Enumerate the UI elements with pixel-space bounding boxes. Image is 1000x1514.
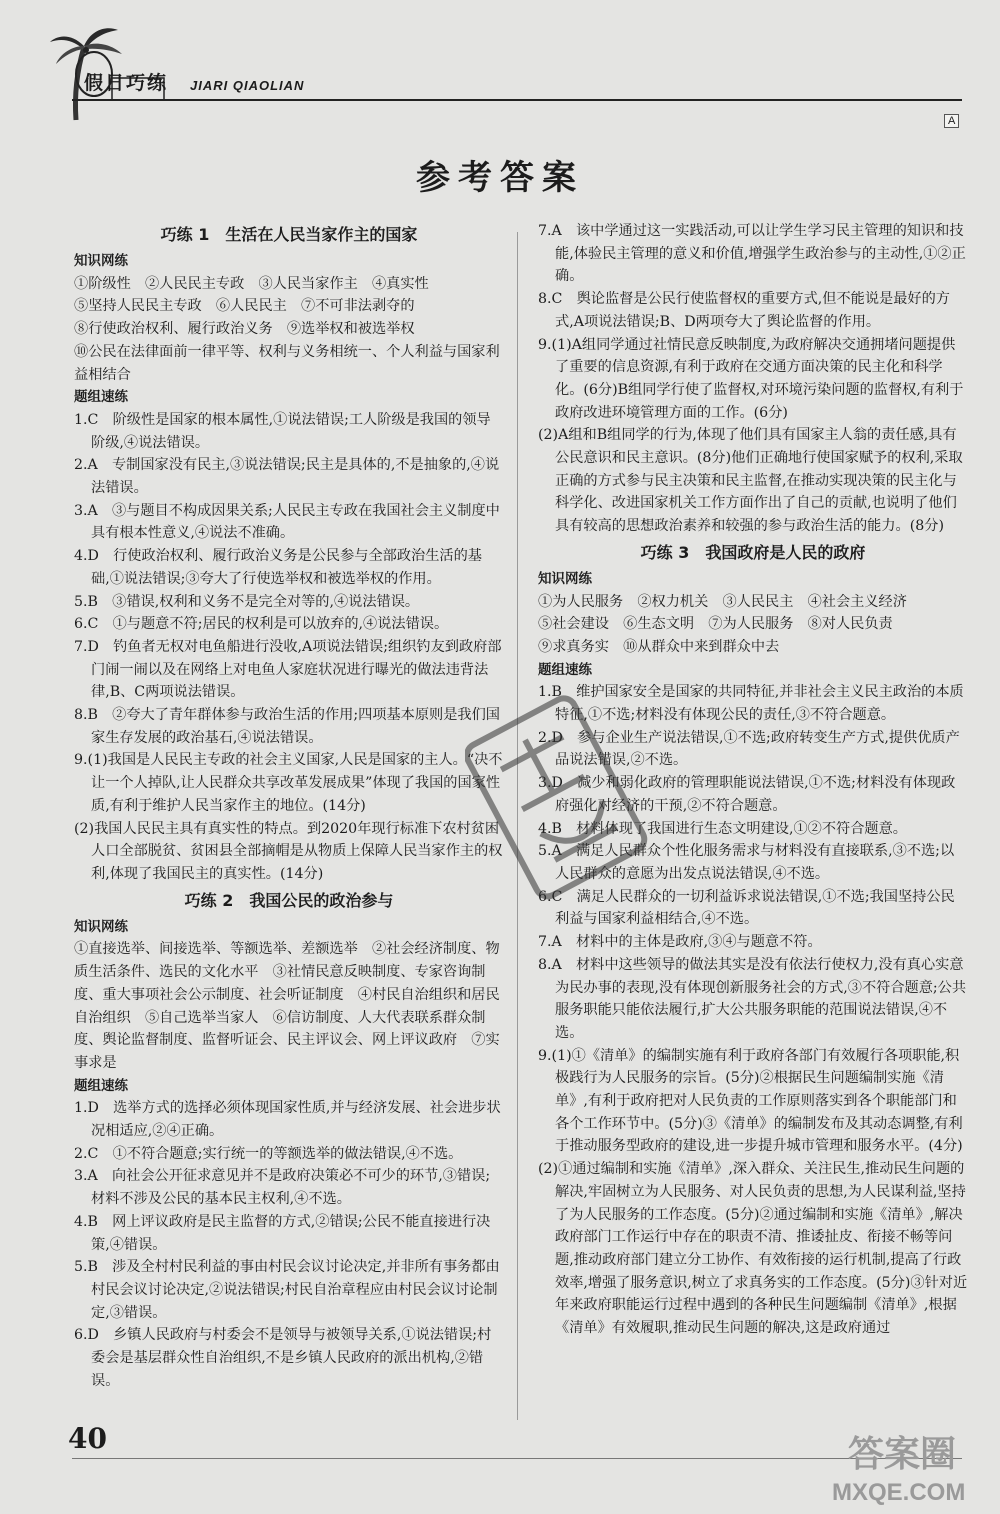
section-1-knowledge-label: 知识网练	[74, 253, 128, 269]
page-title: 参考答案	[416, 158, 584, 198]
section-2-drill-label: 题组速练	[74, 1077, 128, 1094]
section-3-answer: 2.D 参与企业生产说法错误,①不选;政府转变生产方式,提供优质产品说法错误,②不选。	[538, 729, 960, 769]
section-3-title: 巧练 3 我国政府是人民的政府	[640, 542, 866, 562]
section-3-answer: 7.A 材料中的主体是政府,③④与题意不符。	[538, 934, 822, 951]
section-1-knowledge-line: ⑧行使政治权利、履行政治义务 ⑨选举权和被选举权	[74, 321, 415, 338]
section-2-answer: 5.B 涉及全村村民利益的事由村民会议讨论决定,并非所有事务都由村民会议讨论决定,②说法错误;村民自治章程应由村民会议讨论制定,③错误。	[74, 1259, 500, 1321]
brand-english: JIARI QIAOLIAN	[190, 78, 305, 93]
section-2-title: 巧练 2 我国公民的政治参与	[184, 890, 394, 910]
section-3-answer: 6.C 满足人民群众的一切利益诉求说法错误,①不选;我国坚持公民利益与国家利益相结合,④不选。	[538, 888, 955, 928]
section-3-knowledge-line: ⑤社会建设 ⑥生态文明 ⑦为人民服务 ⑧对人民负责	[538, 616, 893, 633]
section-1-answer: 3.A ③与题目不构成因果关系;人民民主专政在我国社会主义制度中具有根本性意义,④说法不准确。	[74, 502, 500, 542]
left-column	[74, 220, 504, 1440]
section-2-answer: 1.D 选举方式的选择必须体现国家性质,并与经济发展、社会进步状况相适应,②④正确。	[74, 1100, 501, 1140]
watermark-logo-icon	[770, 1428, 985, 1506]
section-3-drill-label: 题组速练	[538, 661, 592, 678]
section-3-answer: 1.B 维护国家安全是国家的共同特征,并非社会主义民主政治的本质特征,①不选;材料没有体现公民的责任,③不符合题意。	[538, 684, 964, 724]
section-1-knowledge-line: ⑩公民在法律面前一律平等、权利与义务相统一、个人利益与国家利益相结合	[74, 343, 500, 383]
section-3-knowledge-label: 知识网练	[538, 570, 592, 587]
header-rule	[72, 99, 962, 101]
section-1-drill-label: 题组速练	[74, 389, 128, 406]
section-1-title: 巧练 1 生活在人民当家作主的国家	[160, 225, 418, 244]
section-1-answer: 1.C 阶级性是国家的根本属性,①说法错误;工人阶级是我国的领导阶级,④说法错误。	[74, 411, 491, 451]
section-1-answer: 7.D 钓鱼者无权对电鱼船进行没收,A项说法错误;组织钓友到政府部门闹一闹以及在网络上对电鱼人家庭状况进行曝光的做法违背法律,B、C两项说法错误。	[74, 638, 502, 701]
section-1-answer: 5.B ③错误,权利和义务不是完全对等的,④说法错误。	[74, 593, 420, 610]
watermark-top-text: 答案圈	[848, 1434, 957, 1475]
section-1-answer: 8.B ②夸大了青年群体参与政治生活的作用;四项基本原则是我们国家生存发展的政治基石,④说法错误。	[74, 707, 500, 746]
page-header	[0, 0, 1000, 130]
section-3-answer: 8.A 材料中这些领导的做法其实是没有依法行使权力,没有真心实意为民办事的表现,没有体现创新服务社会的方式,③不符合题意;公共服务职能只能依法履行,扩大公共服务职能的范围说法错误,④不选。	[538, 956, 967, 1041]
section-2-answer: 9.(1)A组同学通过社情民意反映制度,为政府解决交通拥堵问题提供了重要的信息资源,有利于政府在交通方面决策的民主化和科学化。(6分)B组同学行使了监督权,对环境污染问题的监督权,有利于政府改进环境管理方面的工作。(6分)	[538, 336, 964, 421]
section-2-knowledge-label: 知识网练	[74, 918, 128, 935]
section-3-answer: 5.A 满足人民群众个性化服务需求与材料没有直接联系,③不选;以人民群众的意愿为出发点说法错误,④不选。	[538, 843, 955, 882]
section-3-knowledge-line: ①为人民服务 ②权力机关 ③人民民主 ④社会主义经济	[538, 593, 907, 610]
section-2-answer: 6.D 乡镇人民政府与村委会不是领导与被领导关系,①说法错误;村委会是基层群众性自治组织,不是乡镇人民政府的派出机构,②错误。	[74, 1327, 492, 1389]
section-1-answer: 6.C ①与题意不符;居民的权利是可以放弃的,④说法错误。	[74, 616, 449, 633]
section-1-answer: 9.(1)我国是人民民主专政的社会主义国家,人民是国家的主人。“决不让一个人掉队,让人民群众共享改革发展成果”体现了我国的国家性质,有利于维护人民当家作主的地位。(14分)	[74, 752, 503, 814]
section-2-answer: 8.C 舆论监督是公民行使监督权的重要方式,但不能说是最好的方式,A项说法错误;B、D两项夸大了舆论监督的作用。	[538, 291, 950, 330]
section-3-answer: 3.D 减少和弱化政府的管理职能说法错误,①不选;材料没有体现政府强化对经济的干预,②不符合题意。	[538, 775, 956, 814]
section-2-answer: (2)A组和B组同学的行为,体现了他们具有国家主人翁的责任感,具有公民意识和民主意识。(8分)他们正确地行使国家赋予的权利,采取正确的方式参与民主决策和民主监督,在推动实现决策的民主化与科学化、改进国家机关工作方面作出了自己的贡献,也说明了他们具有较高的思想政治素养和较强的参与政治生活的能力。(8分)	[538, 427, 963, 535]
section-3-answer: 4.B 材料体现了我国进行生态文明建设,①②不符合题意。	[538, 820, 907, 837]
brand-chinese: 假日巧练	[84, 72, 169, 94]
section-1-answer: 4.D 行使政治权利、履行政治义务是公民参与全部政治生活的基础,①说法错误;③夸大了行使选举权和被选举权的作用。	[74, 548, 482, 587]
section-3-answer: (2)①通过编制和实施《清单》,深入群众、关注民生,推动民生问题的解决,牢固树立为人民服务、对人民负责的思想,为人民谋利益,坚持了为人民服务的工作态度。(5分)②通过编制和实施《清单》,解决政府部门工作运行中存在的职责不清、推诿扯皮、衔接不畅等问题,推动政府部门建立分工协作、有效衔接的运行机制,提高了行政效率,增强了服务意识,树立了求真务实的工作态度。(5分)③针对近年来政府职能运行过程中遇到的各种民生问题编制《清单》,根据《清单》有效履职,推动民生问题的解决,这是政府通过	[538, 1161, 968, 1337]
section-3-answer: 9.(1)①《清单》的编制实施有利于政府各部门有效履行各项职能,积极践行为人民服务的宗旨。(5分)②根据民生问题编制实施《清单》,有利于政府把对人民负责的工作原则落实到各个职能部门和各个工作环节中。(5分)③《清单》的编制发布及其动态调整,有利于推动服务型政府的建设,进一步提升城市管理和服务水平。(4分)	[538, 1047, 963, 1155]
section-1-knowledge-line: ①阶级性 ②人民民主专政 ③人民当家作主 ④真实性	[74, 275, 429, 292]
section-3-knowledge-line: ⑨求真务实 ⑩从群众中来到群众中去	[538, 638, 780, 655]
section-1-answer: (2)我国人民民主具有真实性的特点。到2020年现行标准下农村贫困人口全部脱贫、贫困县全部摘帽是从物质上保障人民当家作主的权利,体现了我国民主的真实性。(14分)	[74, 820, 503, 882]
section-1-knowledge-line: ⑤坚持人民民主专政 ⑥人民民主 ⑦不可非法剥夺的	[74, 298, 415, 315]
section-1-answer: 2.A 专制国家没有民主,③说法错误;民主是具体的,不是抽象的,④说法错误。	[74, 457, 500, 497]
page-number: 40	[68, 1422, 107, 1455]
section-2-answer: 4.B 网上评议政府是民主监督的方式,②错误;公民不能直接进行决策,④错误。	[74, 1213, 491, 1253]
publisher-stamp-icon	[465, 690, 655, 900]
section-2-knowledge: ①直接选举、间接选举、等额选举、差额选举 ②社会经济制度、物质生活条件、选民的文化水平 ③社情民意反映制度、专家咨询制度、重大事项社会公示制度、社会听证制度 ④村民自治组织和居民自治组织 ⑤自己选举当家人 ⑥信访制度、人大代表联系群众制度、舆论监督制度、监督听证会、民主评议会、网上评议政府 ⑦实事求是	[74, 941, 500, 1071]
section-2-answer: 2.C ①不符合题意;实行统一的等额选举的做法错误,④不选。	[74, 1145, 463, 1162]
section-2-answer: 3.A 向社会公开征求意见并不是政府决策必不可少的环节,③错误;材料不涉及公民的基本民主权利,④不选。	[74, 1168, 491, 1208]
edition-badge: A	[944, 114, 959, 128]
watermark-bottom-text: MXQE.COM	[832, 1479, 966, 1506]
section-2-answer: 7.A 该中学通过这一实践活动,可以让学生学习民主管理的知识和技能,体验民主管理的意义和价值,增强学生政治参与的主动性,①②正确。	[538, 223, 966, 285]
